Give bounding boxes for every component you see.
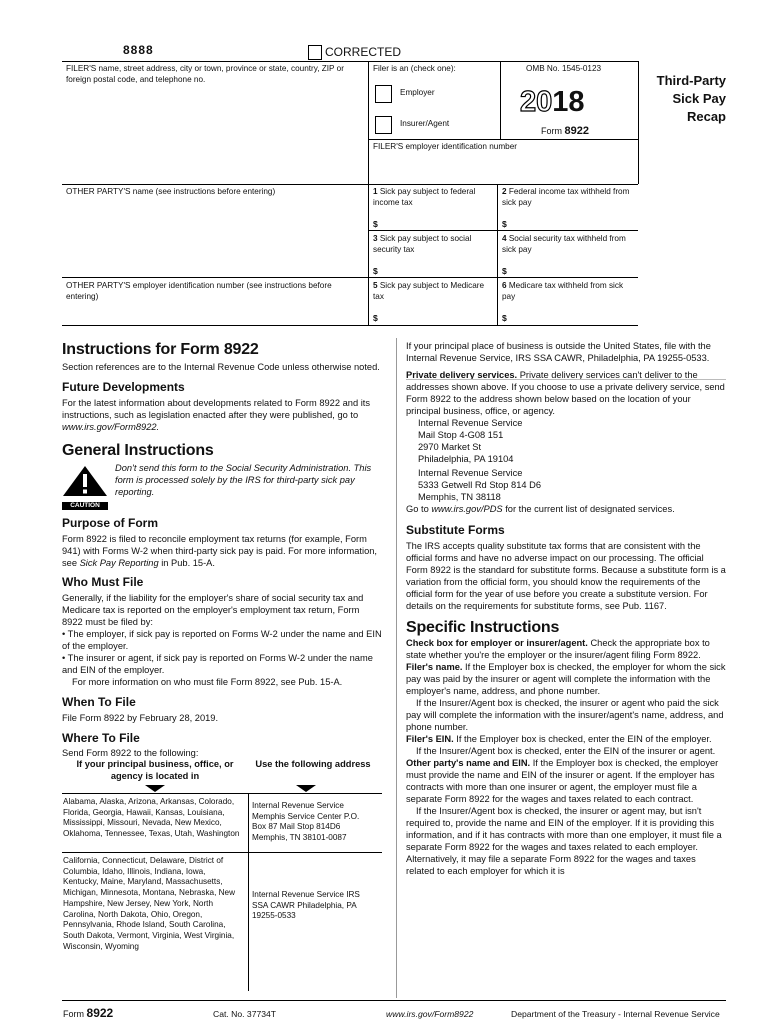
fein-lead: Filer's EIN.: [406, 734, 454, 744]
instructions-title: Instructions for Form 8922: [62, 341, 259, 358]
check-box-text: [406, 637, 726, 661]
addr1-l3: 2970 Market St: [418, 442, 482, 452]
box-3: [373, 234, 495, 255]
table-header-location: If your principal business, office, or agency is located in: [76, 759, 234, 781]
future-developments-text: [62, 397, 382, 433]
arrow-down-icon: [296, 785, 316, 792]
box-5-amount[interactable]: $: [373, 313, 378, 323]
right-column: [406, 340, 726, 877]
box-2-label: Federal income tax withheld from sick pay: [502, 187, 630, 207]
box-6: [502, 281, 634, 302]
outside-us-text: If your principal place of business is outside the United States, file with the Internal Revenue Service, IRS SSA CAWR, Philadelphia, PA 19255-0533.: [406, 341, 711, 363]
future-developments-title: Future Developments: [62, 380, 185, 394]
form-title: Third-Party Sick Pay Recap: [656, 73, 726, 124]
box-6-amount[interactable]: $: [502, 313, 507, 323]
fname-body: If the Employer box is checked, the employer for whom the sick pay was paid by the insurer or agent will complete the information with the employer's name, address, and phone number.: [406, 662, 726, 696]
caution-icon: [62, 465, 108, 509]
goto-a: Go to: [406, 504, 432, 514]
who-bullet-2: • The insurer or agent, if sick pay is reported on Forms W-2 under the name and EIN of the employer.: [62, 653, 373, 675]
pds-link[interactable]: www.irs.gov/PDS: [431, 504, 503, 514]
goto-b: for the current list of designated services.: [502, 504, 675, 514]
filer-ein-label: FILER'S employer identification number: [373, 142, 518, 151]
check-body: Check the appropriate box to state whether you're the employer or the insurer/agent filing Form 8922.: [406, 638, 710, 660]
footer-cat-no: Cat. No. 37734T: [213, 1009, 277, 1019]
other-body: If the Employer box is checked, the employer must provide the name and EIN of the insurer or agent. If the employer has contracts with more than one insurer or agent, the employer must file a separate Form 8922 for the wages and taxes related to each contract.: [406, 758, 719, 804]
pds-address-2: [406, 467, 726, 503]
box-4: [502, 234, 634, 255]
employer-label: Employer: [400, 88, 435, 97]
box-3-amount[interactable]: $: [373, 266, 378, 276]
filer-is-label: Filer is an (check one):: [373, 64, 456, 73]
substitute-forms-title: Substitute Forms: [406, 523, 505, 537]
filer-ein-text: [406, 733, 726, 745]
when-to-file-text: File Form 8922 by February 28, 2019.: [62, 713, 219, 723]
box-3-num: 3: [373, 234, 378, 243]
filer-name-field[interactable]: [64, 86, 364, 182]
box-5-num: 5: [373, 281, 378, 290]
pds-goto: [406, 503, 726, 515]
caution-block: [62, 462, 382, 510]
addr2-l2: 5333 Getwell Rd Stop 814 D6: [418, 480, 542, 490]
form-number: 8922: [564, 125, 589, 137]
footer-url[interactable]: www.irs.gov/Form8922: [386, 1009, 474, 1019]
addr2-l1: Internal Revenue Service: [418, 468, 523, 478]
other-party-p2: If the Insurer/Agent box is checked, the insurer or agent may, but isn't required to, provide the name and EIN of the employer. If it is providing this information, and if it has contracts with more than one employer, it must file a separate Form 8922 for the wages and taxes related to each employer. Alternatively, it may file a separate Form 8922 for the wages and taxes related to each employer for which it is: [406, 806, 722, 876]
box-4-num: 4: [502, 234, 507, 243]
box-1: [373, 187, 495, 208]
addr1-l4: Philadelphia, PA 19104: [418, 454, 514, 464]
form-label: Form: [541, 126, 562, 136]
where-to-file-text: Send Form 8922 to the following:: [62, 748, 199, 758]
fname-lead: Filer's name.: [406, 662, 463, 672]
who-must-file-text: Generally, if the liability for the employer's share of social security tax and Medicare tax is reported on the employer's employment tax return, Form 8922 must be filed by:: [62, 593, 364, 627]
future-text: For the latest information about developments related to Form 8922 and its instructions, such as legislation enacted after they were published, go to: [62, 398, 371, 420]
pds-text: [406, 369, 726, 417]
purpose-ref: Sick Pay Reporting: [79, 558, 159, 568]
box-2-num: 2: [502, 187, 507, 196]
footer-form-id: [63, 1006, 113, 1020]
purpose-text: [62, 533, 382, 569]
footer-form-label: Form: [63, 1009, 84, 1019]
filer-ein-p2: If the Insurer/Agent box is checked, enter the EIN of the insurer or agent.: [416, 746, 716, 756]
form-code: 8888: [123, 43, 154, 57]
filer-name-p2: If the Insurer/Agent box is checked, the insurer or agent who paid the sick pay will complete the information with the insurer/agent's name, address, and phone number.: [406, 698, 724, 732]
caution-label: CAUTION: [62, 502, 108, 510]
other-party-ein-label: OTHER PARTY'S employer identification number (see instructions before entering): [66, 281, 332, 301]
filer-name-label: FILER'S name, street address, city or town, province or state, country, ZIP or foreign postal code, and telephone no.: [66, 64, 344, 84]
pds-address-1: [406, 417, 726, 465]
footer-department: Department of the Treasury - Internal Revenue Service: [511, 1009, 720, 1019]
insurer-label: Insurer/Agent: [400, 119, 450, 128]
box-1-amount[interactable]: $: [373, 219, 378, 229]
substitute-forms-text: The IRS accepts quality substitute tax forms that are consistent with the official forms and have no adverse impact on our processing. The official Form 8922 is the standard for substitute forms. Because a substitute form is a variation from the official form, you should know the requirements of the official form for the year of use before you create a substitute version. For details on the requirements for substitute forms, see Pub. 1167.: [406, 541, 726, 611]
employer-checkbox[interactable]: [375, 85, 392, 103]
row-2-address: Internal Revenue Service IRS SSA CAWR Philadelphia, PA 19255-0533: [252, 890, 360, 921]
box-6-label: Medicare tax withheld from sick pay: [502, 281, 624, 301]
box-2: [502, 187, 634, 208]
when-to-file-title: When To File: [62, 695, 136, 709]
addr2-l3: Memphis, TN 38118: [418, 492, 501, 502]
other-lead: Other party's name and EIN.: [406, 758, 531, 768]
where-to-file-title: Where To File: [62, 731, 140, 745]
purpose-text-b: in Pub. 15-A.: [158, 558, 215, 568]
box-4-amount[interactable]: $: [502, 266, 507, 276]
row-2-states: California, Connecticut, Delaware, District of Columbia, Idaho, Illinois, Indiana, Iowa, Kentucky, Maine, Maryland, Massachusetts, Michigan, Minnesota, Montana, Nebraska, New Hampshire, New Jersey, New York, North Carolina, North Dakota, Ohio, Oregon, Pennsylvania, Rhode Island, South Carolina, South Dakota, Vermont, Virginia, West Virginia, Wisconsin, Wyoming: [63, 856, 236, 951]
who-bullet-1: • The employer, if sick pay is reported on Forms W-2 under the name and EIN of the employer.: [62, 629, 382, 651]
box-5: [373, 281, 495, 302]
filer-name-text: [406, 661, 726, 697]
corrected-label: CORRECTED: [325, 45, 402, 59]
box-4-label: Social security tax withheld from sick pay: [502, 234, 626, 254]
pds-lead: Private delivery services.: [406, 370, 518, 380]
left-column: [62, 340, 382, 759]
insurer-checkbox[interactable]: [375, 116, 392, 134]
other-party-name-label: OTHER PARTY'S name (see instructions before entering): [66, 187, 276, 196]
specific-instructions-title: Specific Instructions: [406, 619, 560, 636]
check-lead: Check box for employer or insurer/agent.: [406, 638, 588, 648]
who-must-file-title: Who Must File: [62, 575, 144, 589]
form-id: [541, 125, 589, 137]
tax-year: [520, 86, 585, 118]
box-2-amount[interactable]: $: [502, 219, 507, 229]
addr1-l1: Internal Revenue Service: [418, 418, 523, 428]
year-prefix: 20: [520, 86, 553, 118]
other-party-name-field[interactable]: [64, 200, 364, 275]
box-3-label: Sick pay subject to social security tax: [373, 234, 472, 254]
box-1-label: Sick pay subject to federal income tax: [373, 187, 476, 207]
omb-number: OMB No. 1545-0123: [526, 64, 602, 73]
footer-form-number: 8922: [86, 1006, 114, 1020]
fein-body: If the Employer box is checked, enter the EIN of the employer.: [453, 734, 712, 744]
who-more-info: For more information on who must file Form 8922, see Pub. 15-A.: [72, 677, 343, 687]
pds-body: Private delivery services can't deliver to the addresses shown above. If you choose to use a private delivery service, send Form 8922 to the address shown below based on the location of your principal business, office, or agency.: [406, 370, 725, 416]
purpose-text-a: Form 8922 is filed to reconcile employment tax returns (for example, Form 941) with Forms W-2 when third-party sick pay is paid. For more information, see: [62, 534, 377, 568]
arrow-down-icon: [145, 785, 165, 792]
caution-text: Don't send this form to the Social Security Administration. This form is processed solely by the IRS for third-party sick pay reporting.: [115, 463, 372, 497]
future-link[interactable]: www.irs.gov/Form8922.: [62, 422, 160, 432]
row-1-states: Alabama, Alaska, Arizona, Arkansas, Colorado, Florida, Georgia, Hawaii, Kansas, Louisiana, Mississippi, Missouri, Nevada, New Mexico, Oklahoma, Tennessee, Texas, Utah, Washington: [63, 797, 240, 839]
other-party-ein-field[interactable]: [64, 305, 364, 323]
table-header-address: Use the following address: [255, 759, 371, 769]
box-6-num: 6: [502, 281, 507, 290]
general-instructions-title: General Instructions: [62, 442, 214, 459]
year-suffix: 18: [552, 86, 585, 118]
section-refs: Section references are to the Internal Revenue Code unless otherwise noted.: [62, 362, 380, 372]
other-party-text: [406, 757, 726, 805]
corrected-checkbox[interactable]: [308, 45, 322, 60]
box-1-num: 1: [373, 187, 378, 196]
filer-ein-field[interactable]: [370, 154, 636, 182]
addr1-l2: Mail Stop 4-G08 151: [418, 430, 504, 440]
box-5-label: Sick pay subject to Medicare tax: [373, 281, 485, 301]
row-1-address: Internal Revenue Service Memphis Service Center P.O. Box 87 Mail Stop 814D6 Memphis, TN 38101-0087: [252, 801, 360, 843]
purpose-title: Purpose of Form: [62, 516, 159, 530]
